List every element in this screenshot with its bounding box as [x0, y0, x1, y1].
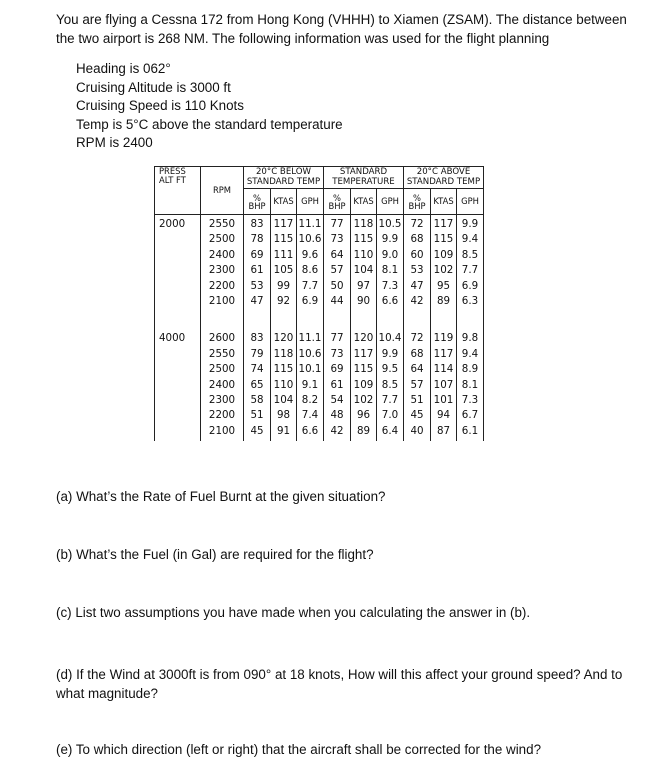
table-cell: 120: [271, 329, 297, 346]
table-cell: 107: [431, 378, 457, 393]
press-alt-cell: [155, 279, 201, 294]
spacer-cell: [324, 311, 351, 329]
rpm-cell: 2400: [201, 248, 244, 263]
rpm-cell: 2550: [201, 215, 244, 233]
rpm-cell: 2100: [201, 424, 244, 441]
spacer-cell: [351, 311, 377, 329]
rpm-cell: 2500: [201, 362, 244, 377]
table-cell: 99: [271, 279, 297, 294]
table-cell: 61: [324, 378, 351, 393]
spacer-cell: [297, 311, 324, 329]
table-cell: 9.4: [457, 347, 484, 362]
table-cell: 78: [244, 232, 271, 247]
table-row: [155, 215, 484, 233]
question-d: (d) If the Wind at 3000ft is from 090° at 18 knots, How will this affect your ground speed? And to what magnitude?: [56, 667, 623, 701]
rpm-header: RPM: [201, 167, 244, 215]
table-cell: 50: [324, 279, 351, 294]
rpm-cell: 2550: [201, 347, 244, 362]
table-cell: 8.1: [457, 378, 484, 393]
table-cell: 97: [351, 279, 377, 294]
rpm-cell: 2100: [201, 294, 244, 311]
table-cell: 8.9: [457, 362, 484, 377]
table-cell: 64: [324, 248, 351, 263]
rpm-cell: 2300: [201, 263, 244, 278]
table-cell: 102: [431, 263, 457, 278]
table-cell: 73: [324, 347, 351, 362]
table-cell: 48: [324, 408, 351, 423]
table-cell: 105: [271, 263, 297, 278]
table-cell: 9.9: [457, 215, 484, 233]
table-body: [155, 215, 484, 442]
param-temperature: Temp is 5°C above the standard temperature: [76, 116, 343, 132]
table-cell: 9.8: [457, 329, 484, 346]
press-alt-cell: [155, 347, 201, 362]
press-alt-header: [155, 167, 201, 215]
block-spacer: [155, 311, 484, 329]
table-cell: 42: [404, 294, 431, 311]
table-cell: 65: [244, 378, 271, 393]
group-header-standard: STANDARD TEMPERATURE: [324, 167, 404, 189]
table-row: [155, 393, 484, 408]
table-cell: 9.5: [377, 362, 404, 377]
col-bhp: % BHP: [404, 189, 431, 215]
table-cell: 114: [431, 362, 457, 377]
table-cell: 117: [431, 347, 457, 362]
table-cell: 60: [404, 248, 431, 263]
table-cell: 6.6: [377, 294, 404, 311]
press-alt-cell: [155, 263, 201, 278]
col-ktas: KTAS: [351, 189, 377, 215]
table-cell: 95: [431, 279, 457, 294]
cruise-performance-table: [154, 166, 484, 441]
table-cell: 7.3: [377, 279, 404, 294]
table-cell: 98: [271, 408, 297, 423]
press-alt-cell: [155, 378, 201, 393]
spacer-cell: [377, 311, 404, 329]
press-alt-cell: [155, 393, 201, 408]
col-bhp: % BHP: [244, 189, 271, 215]
table-cell: 9.9: [377, 347, 404, 362]
table-cell: 115: [351, 232, 377, 247]
table-cell: 9.0: [377, 248, 404, 263]
table-cell: 8.5: [457, 248, 484, 263]
table-row: [155, 362, 484, 377]
spacer-cell: [244, 311, 271, 329]
press-alt-cell: 4000: [155, 329, 201, 346]
table-cell: 109: [351, 378, 377, 393]
table-cell: 87: [431, 424, 457, 441]
table-cell: 69: [244, 248, 271, 263]
rpm-cell: 2500: [201, 232, 244, 247]
table-cell: 9.6: [297, 248, 324, 263]
table-row: [155, 378, 484, 393]
table-cell: 53: [244, 279, 271, 294]
table-cell: 115: [351, 362, 377, 377]
table-cell: 74: [244, 362, 271, 377]
press-alt-cell: [155, 362, 201, 377]
col-gph: GPH: [297, 189, 324, 215]
spacer-cell: [271, 311, 297, 329]
table-cell: 110: [271, 378, 297, 393]
table-cell: 6.9: [457, 279, 484, 294]
table-cell: 115: [271, 232, 297, 247]
table-cell: 118: [351, 215, 377, 233]
table-row: [155, 294, 484, 311]
table-cell: 68: [404, 232, 431, 247]
table-cell: 68: [404, 347, 431, 362]
table-cell: 109: [431, 248, 457, 263]
table-cell: 8.6: [297, 263, 324, 278]
table-row: [155, 248, 484, 263]
table-cell: 102: [351, 393, 377, 408]
table-cell: 9.4: [457, 232, 484, 247]
table-cell: 101: [431, 393, 457, 408]
table-row: [155, 263, 484, 278]
table-cell: 10.6: [297, 232, 324, 247]
table-cell: 117: [431, 215, 457, 233]
table-cell: 11.1: [297, 215, 324, 233]
table-cell: 9.9: [377, 232, 404, 247]
table-cell: 79: [244, 347, 271, 362]
table-cell: 7.3: [457, 393, 484, 408]
table-cell: 83: [244, 215, 271, 233]
table-cell: 110: [351, 248, 377, 263]
table-cell: 54: [324, 393, 351, 408]
table-cell: 77: [324, 329, 351, 346]
table-cell: 64: [404, 362, 431, 377]
table-cell: 69: [324, 362, 351, 377]
rpm-cell: 2300: [201, 393, 244, 408]
table-cell: 6.6: [297, 424, 324, 441]
spacer-cell: [404, 311, 431, 329]
table-cell: 57: [324, 263, 351, 278]
table-cell: 42: [324, 424, 351, 441]
table-row: [155, 347, 484, 362]
spacer-cell: [201, 311, 244, 329]
table-cell: 6.7: [457, 408, 484, 423]
table-cell: 7.7: [377, 393, 404, 408]
table-cell: 9.1: [297, 378, 324, 393]
table-cell: 6.3: [457, 294, 484, 311]
table-cell: 51: [404, 393, 431, 408]
table-cell: 89: [351, 424, 377, 441]
table-cell: 10.4: [377, 329, 404, 346]
table-cell: 6.4: [377, 424, 404, 441]
table-cell: 92: [271, 294, 297, 311]
question-a: (a) What’s the Rate of Fuel Burnt at the given situation?: [56, 489, 386, 504]
press-alt-cell: 2000: [155, 215, 201, 233]
table-cell: 45: [404, 408, 431, 423]
table-cell: 77: [324, 215, 351, 233]
table-cell: 11.1: [297, 329, 324, 346]
spacer-cell: [431, 311, 457, 329]
table-row: [155, 329, 484, 346]
param-rpm: RPM is 2400: [76, 135, 153, 150]
press-alt-header-label: PRESS ALT FT: [159, 166, 186, 185]
table-cell: 90: [351, 294, 377, 311]
rpm-cell: 2400: [201, 378, 244, 393]
press-alt-cell: [155, 232, 201, 247]
table-row: [155, 279, 484, 294]
table-cell: 53: [404, 263, 431, 278]
rpm-cell: 2600: [201, 329, 244, 346]
question-e: (e) To which direction (left or right) that the aircraft shall be corrected for the wind?: [56, 742, 542, 757]
table-cell: 94: [431, 408, 457, 423]
table-cell: 118: [271, 347, 297, 362]
table-cell: 8.5: [377, 378, 404, 393]
spacer-cell: [457, 311, 484, 329]
press-alt-cell: [155, 248, 201, 263]
table-cell: 10.1: [297, 362, 324, 377]
table-cell: 91: [271, 424, 297, 441]
rpm-cell: 2200: [201, 279, 244, 294]
table-row: [155, 408, 484, 423]
table-cell: 119: [431, 329, 457, 346]
group-header-below: 20°C BELOW STANDARD TEMP: [244, 167, 324, 189]
table-cell: 117: [271, 215, 297, 233]
rpm-cell: 2200: [201, 408, 244, 423]
question-b: (b) What’s the Fuel (in Gal) are required for the flight?: [56, 547, 374, 562]
spacer-cell: [155, 311, 201, 329]
table-cell: 7.7: [297, 279, 324, 294]
table-cell: 7.0: [377, 408, 404, 423]
table-cell: 115: [431, 232, 457, 247]
col-gph: GPH: [377, 189, 404, 215]
table-cell: 89: [431, 294, 457, 311]
press-alt-cell: [155, 408, 201, 423]
table-cell: 51: [244, 408, 271, 423]
table-cell: 83: [244, 329, 271, 346]
param-altitude: Cruising Altitude is 3000 ft: [76, 79, 231, 95]
table-cell: 117: [351, 347, 377, 362]
table-cell: 47: [404, 279, 431, 294]
press-alt-cell: [155, 294, 201, 311]
table-cell: 6.9: [297, 294, 324, 311]
table-cell: 111: [271, 248, 297, 263]
table-cell: 57: [404, 378, 431, 393]
table-cell: 7.7: [457, 263, 484, 278]
table-cell: 10.6: [297, 347, 324, 362]
table-cell: 44: [324, 294, 351, 311]
table-cell: 8.1: [377, 263, 404, 278]
table-cell: 96: [351, 408, 377, 423]
question-c: (c) List two assumptions you have made when you calculating the answer in (b).: [56, 605, 531, 620]
table-row: [155, 424, 484, 441]
table-cell: 45: [244, 424, 271, 441]
col-ktas: KTAS: [431, 189, 457, 215]
press-alt-cell: [155, 424, 201, 441]
table-cell: 8.2: [297, 393, 324, 408]
table-cell: 61: [244, 263, 271, 278]
col-gph: GPH: [457, 189, 484, 215]
table-cell: 72: [404, 215, 431, 233]
col-ktas: KTAS: [271, 189, 297, 215]
table-cell: 10.5: [377, 215, 404, 233]
param-heading: Heading is 062°: [76, 61, 171, 76]
table-cell: 104: [271, 393, 297, 408]
col-bhp: % BHP: [324, 189, 351, 215]
table-row: [155, 232, 484, 247]
table-cell: 115: [271, 362, 297, 377]
table-cell: 120: [351, 329, 377, 346]
flight-parameters: [76, 60, 343, 153]
problem-intro: You are flying a Cessna 172 from Hong Kong (VHHH) to Xiamen (ZSAM). The distance between the two airport is 268 NM. The following information was used for the flight planning: [56, 12, 627, 46]
table-cell: 73: [324, 232, 351, 247]
param-speed: Cruising Speed is 110 Knots: [76, 98, 244, 113]
table-cell: 47: [244, 294, 271, 311]
group-header-above: 20°C ABOVE STANDARD TEMP: [404, 167, 484, 189]
table-cell: 6.1: [457, 424, 484, 441]
table-cell: 40: [404, 424, 431, 441]
table-cell: 7.4: [297, 408, 324, 423]
table-cell: 104: [351, 263, 377, 278]
table-cell: 58: [244, 393, 271, 408]
table-cell: 72: [404, 329, 431, 346]
